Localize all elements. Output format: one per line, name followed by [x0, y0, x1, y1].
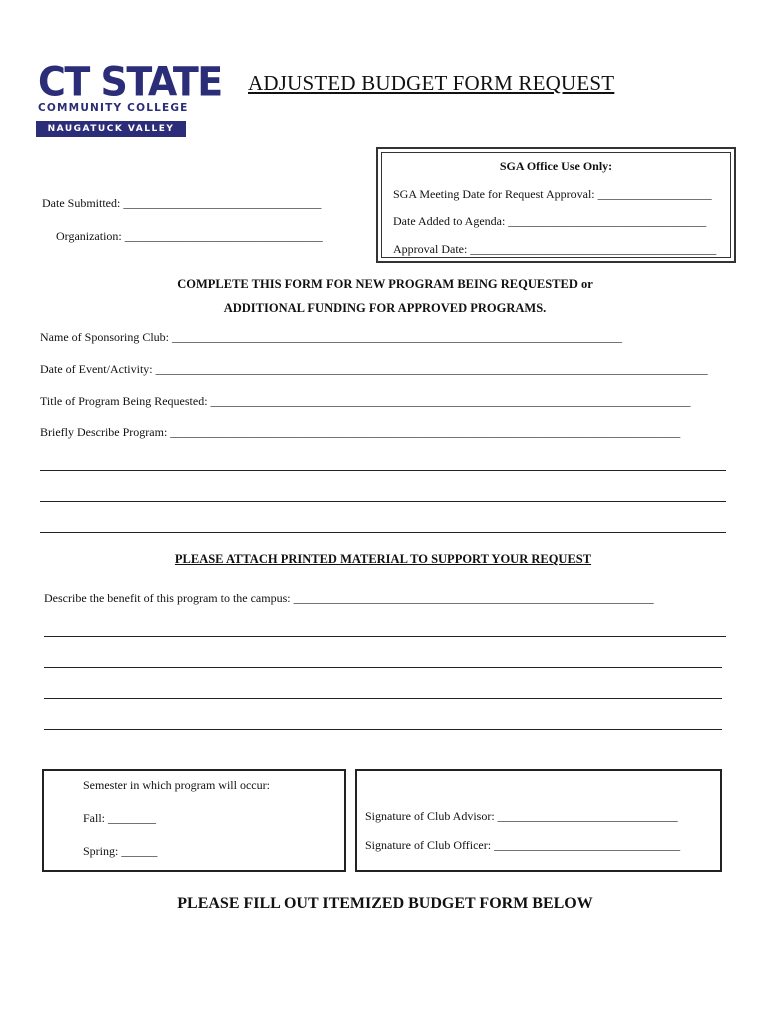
- semester-box: [42, 769, 346, 872]
- program-title-field[interactable]: Title of Program Being Requested: ________________________________________________________________________________: [40, 394, 691, 408]
- campus-benefit-line[interactable]: [44, 729, 722, 730]
- fall-field[interactable]: Fall: ________: [83, 811, 157, 825]
- organization-field[interactable]: Organization: _________________________________: [56, 229, 323, 243]
- sga-meeting-date-field[interactable]: SGA Meeting Date for Request Approval: ___________________: [393, 187, 712, 201]
- form-title: ADJUSTED BUDGET FORM REQUEST: [248, 71, 615, 95]
- approval-date-field[interactable]: Approval Date: _________________________________________: [393, 242, 717, 256]
- semester-label: Semester in which program will occur:: [83, 778, 270, 792]
- spring-field[interactable]: Spring: ______: [83, 844, 158, 858]
- describe-program-line[interactable]: [40, 532, 726, 533]
- office-use-box: [376, 147, 736, 263]
- describe-program-field[interactable]: Briefly Describe Program: _____________________________________________________________________________________: [40, 425, 681, 439]
- instructions-line-1: COMPLETE THIS FORM FOR NEW PROGRAM BEING REQUESTED or: [177, 277, 593, 291]
- instructions-line-2: ADDITIONAL FUNDING FOR APPROVED PROGRAMS.: [223, 301, 547, 315]
- event-date-field[interactable]: Date of Event/Activity: ____________________________________________________________________________________________: [40, 362, 708, 376]
- logo-naugatuck-valley: NAUGATUCK VALLEY: [36, 121, 186, 137]
- itemized-budget-notice: PLEASE FILL OUT ITEMIZED BUDGET FORM BELOW: [177, 895, 593, 912]
- date-added-to-agenda-field[interactable]: Date Added to Agenda: _________________________________: [393, 214, 707, 228]
- describe-program-line[interactable]: [40, 501, 726, 502]
- campus-benefit-line[interactable]: [44, 636, 726, 637]
- sponsoring-club-field[interactable]: Name of Sponsoring Club: ___________________________________________________________________________: [40, 330, 622, 344]
- logo-community-college: COMMUNITY COLLEGE: [38, 102, 189, 114]
- logo-ct-state: CT STATE: [38, 58, 222, 106]
- campus-benefit-line[interactable]: [44, 698, 722, 699]
- signature-box: [355, 769, 722, 872]
- office-use-heading: SGA Office Use Only:: [499, 159, 613, 173]
- attach-material-notice: PLEASE ATTACH PRINTED MATERIAL TO SUPPORT YOUR REQUEST: [174, 552, 592, 566]
- club-advisor-signature-field[interactable]: Signature of Club Advisor: ______________________________: [365, 809, 678, 823]
- describe-program-line[interactable]: [40, 470, 726, 471]
- campus-benefit-line[interactable]: [44, 667, 722, 668]
- club-officer-signature-field[interactable]: Signature of Club Officer: _______________________________: [365, 838, 681, 852]
- campus-benefit-field[interactable]: Describe the benefit of this program to the campus: ____________________________________________________________: [44, 591, 654, 605]
- date-submitted-field[interactable]: Date Submitted: _________________________________: [42, 196, 322, 210]
